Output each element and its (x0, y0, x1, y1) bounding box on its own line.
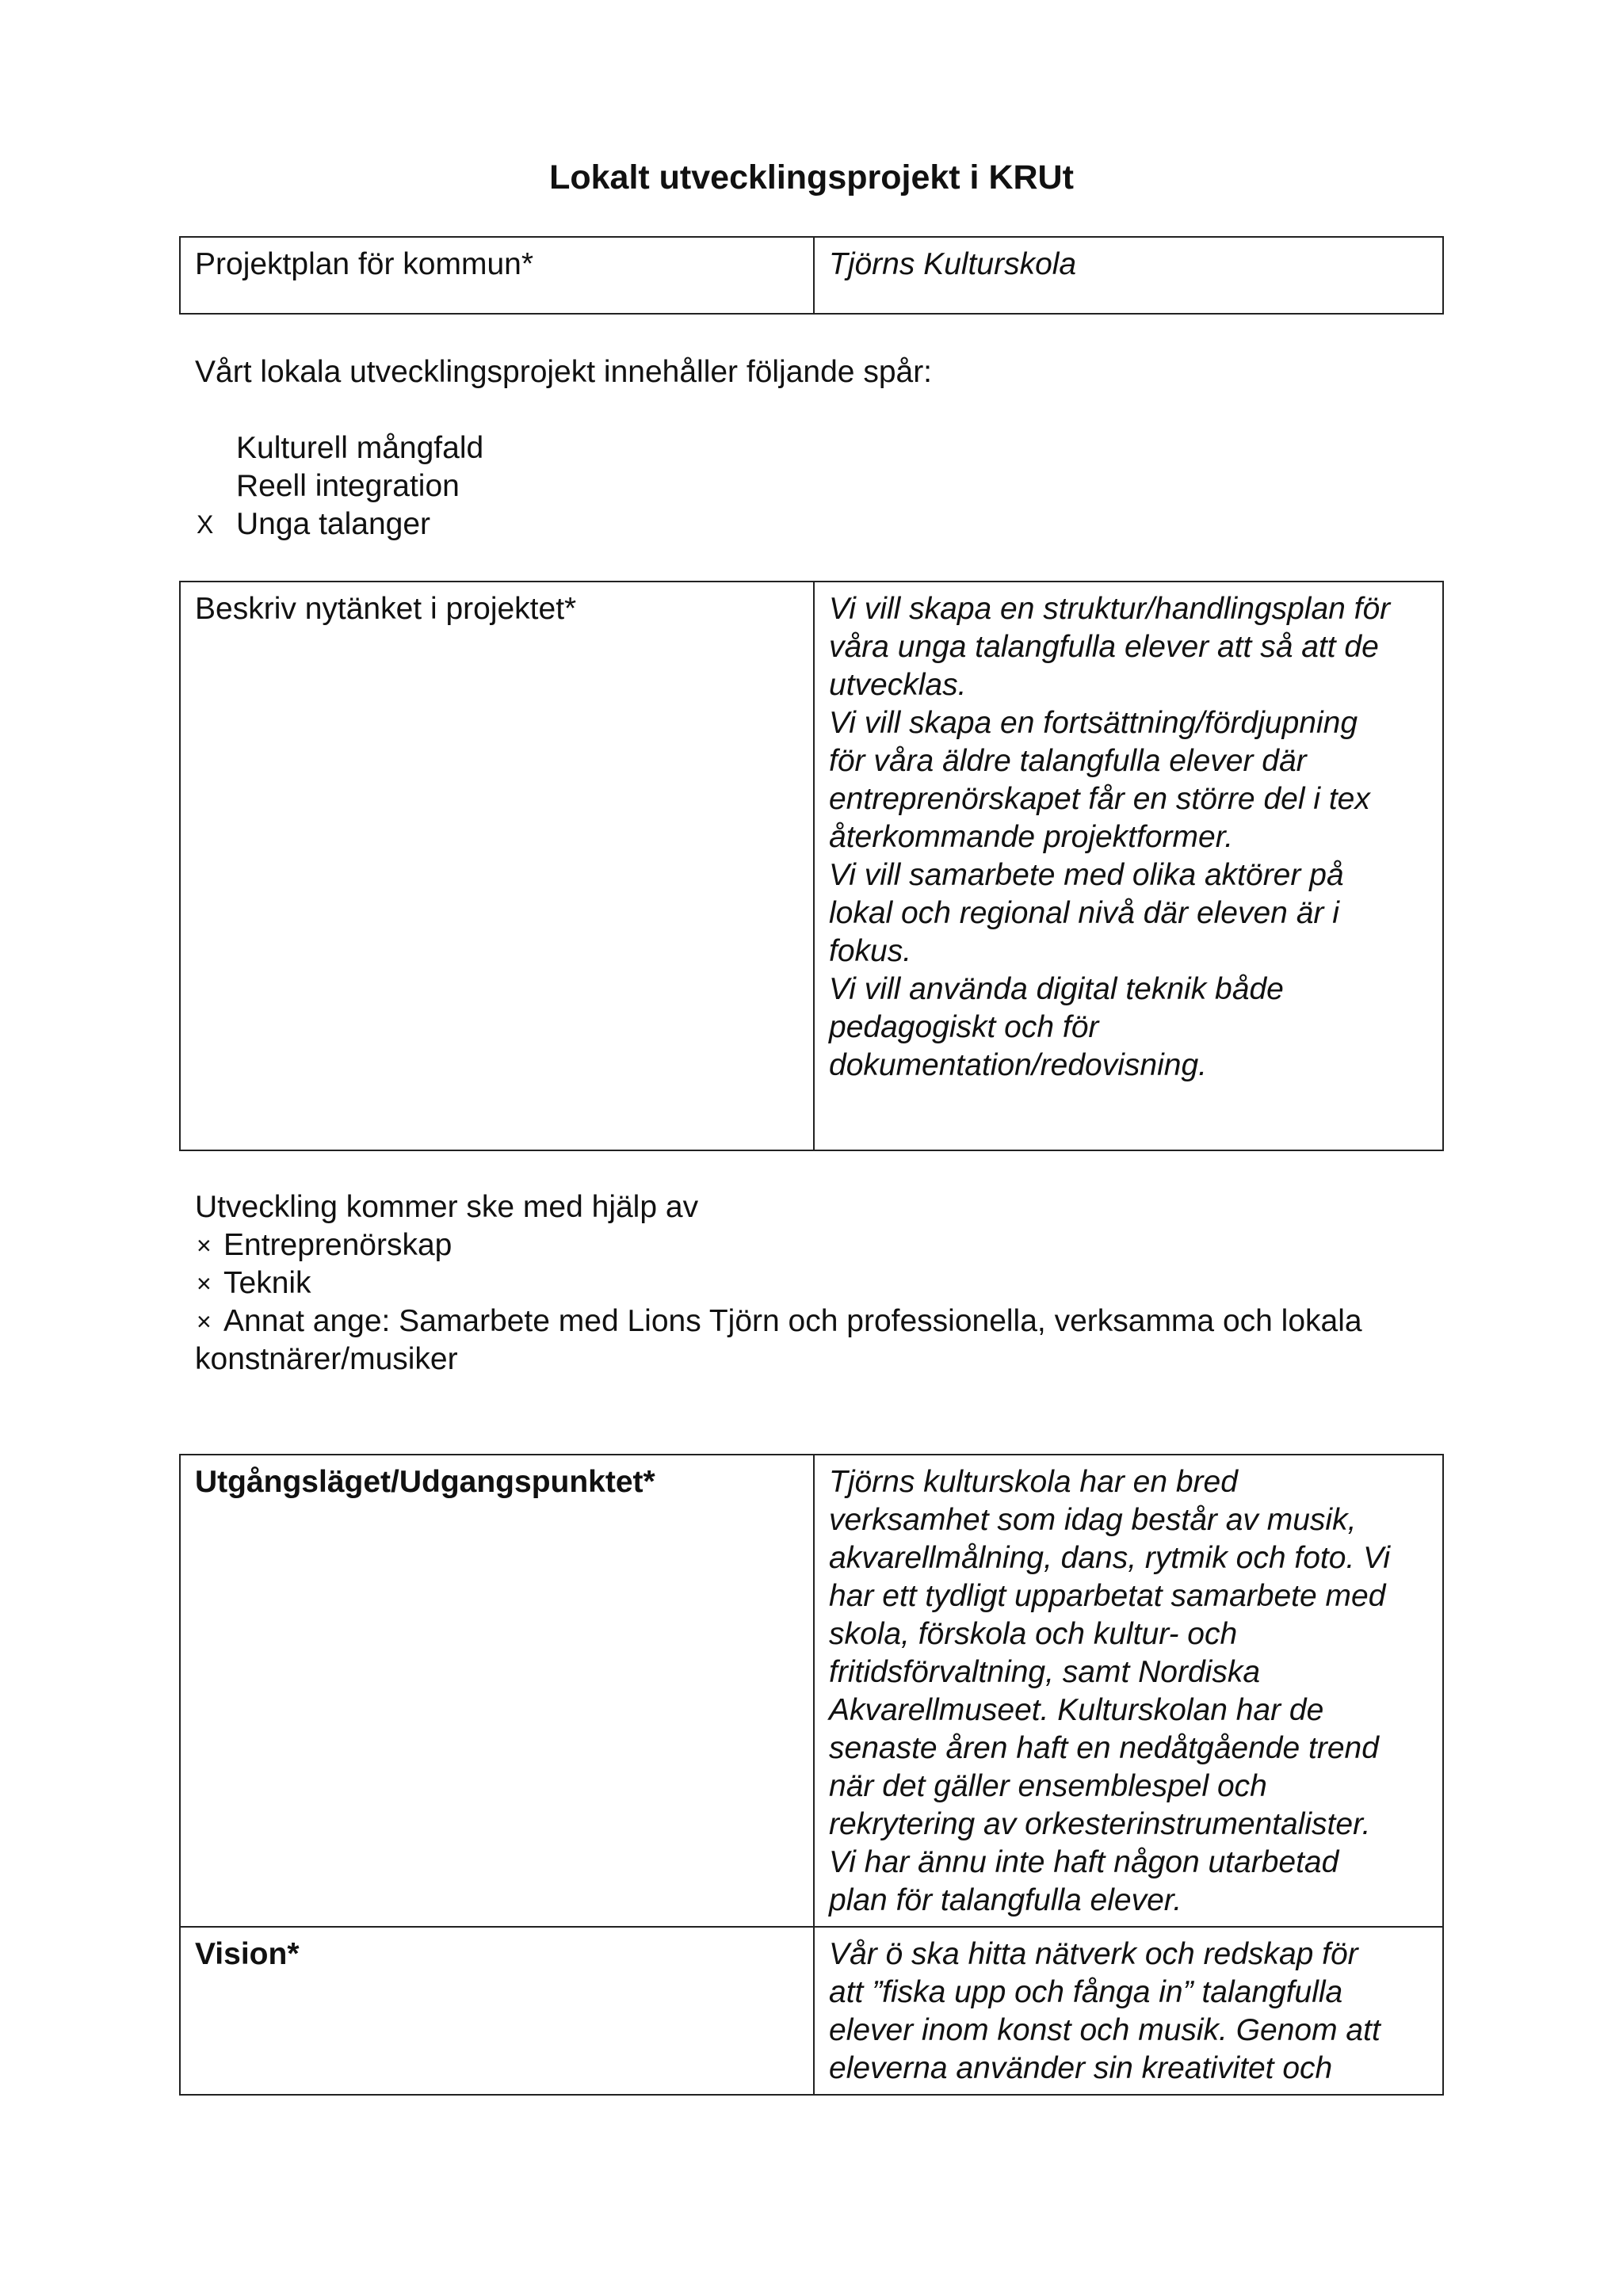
municipality-table (179, 236, 1444, 315)
text-line: har ett tydligt upparbetat samarbete med (829, 1579, 1386, 1613)
starting-point-value (814, 1455, 1443, 1927)
table-row (180, 1927, 1443, 2095)
text-line: Tjörns kulturskola har en bred (829, 1465, 1238, 1499)
table-row (180, 237, 1443, 314)
municipality-label: Projektplan för kommun* (180, 237, 814, 314)
checkbox-mark: × (197, 1231, 212, 1260)
track-cultural-diversity: Kulturell mångfald (236, 431, 484, 465)
text-line: Vi har ännu inte haft någon utarbetad (829, 1845, 1339, 1879)
project-details-table (179, 1454, 1444, 2096)
text-line: verksamhet som idag består av musik, (829, 1503, 1357, 1537)
text-line: Vi vill skapa en struktur/handlingsplan för (829, 592, 1391, 626)
development-entrepreneurship: Entreprenörskap (223, 1228, 453, 1262)
municipality-value: Tjörns Kulturskola (814, 237, 1443, 314)
text-line: att ”fiska upp och fånga in” talangfulla (829, 1975, 1343, 2009)
vision-value (814, 1927, 1443, 2095)
tracks-intro: Vårt lokala utvecklingsprojekt innehåller följande spår: (195, 355, 933, 389)
text-line: fritidsförvaltning, samt Nordiska (829, 1655, 1261, 1689)
starting-point-label: Utgångsläget/Udgangspunktet* (180, 1455, 814, 1927)
text-line: Vi vill skapa en fortsättning/fördjupning (829, 706, 1358, 740)
text-line: entreprenörskapet får en större del i tex (829, 782, 1370, 816)
text-line: våra unga talangfulla elever att så att de (829, 630, 1379, 664)
new-thinking-label: Beskriv nytänket i projektet* (180, 582, 814, 1150)
text-line: eleverna använder sin kreativitet och (829, 2051, 1333, 2085)
vision-label: Vision* (180, 1927, 814, 2095)
text-line: Vi vill använda digital teknik både (829, 972, 1284, 1006)
table-row (180, 1455, 1443, 1927)
track-real-integration: Reell integration (236, 469, 460, 503)
development-technology: Teknik (223, 1266, 311, 1300)
text-line: fokus. (829, 934, 912, 968)
text-line: återkommande projektformer. (829, 820, 1234, 854)
text-line: plan för talangfulla elever. (829, 1883, 1182, 1917)
new-thinking-value (814, 582, 1443, 1150)
development-other: Annat ange: Samarbete med Lions Tjörn och professionella, verksamma och lokala (223, 1304, 1362, 1338)
development-intro: Utveckling kommer ske med hjälp av (195, 1190, 699, 1224)
text-line: senaste åren haft en nedåtgående trend (829, 1731, 1379, 1765)
checkbox-mark: X (197, 510, 214, 539)
checkbox-mark: × (197, 1269, 212, 1298)
development-other-continuation: konstnärer/musiker (195, 1342, 458, 1376)
document-title: Lokalt utvecklingsprojekt i KRUt (549, 158, 1074, 196)
text-line: rekrytering av orkesterinstrumentalister. (829, 1807, 1371, 1841)
text-line: för våra äldre talangfulla elever där (829, 744, 1307, 778)
text-line: lokal och regional nivå där eleven är i (829, 896, 1339, 930)
text-line: Vi vill samarbete med olika aktörer på (829, 858, 1344, 892)
text-line: utvecklas. (829, 668, 967, 702)
text-line: dokumentation/redovisning. (829, 1048, 1207, 1082)
text-line: pedagogiskt och för (829, 1010, 1099, 1044)
text-line: elever inom konst och musik. Genom att (829, 2013, 1381, 2047)
table-row (180, 582, 1443, 1150)
text-line: akvarellmålning, dans, rytmik och foto. Vi (829, 1541, 1391, 1575)
new-thinking-table (179, 581, 1444, 1151)
text-line: Vår ö ska hitta nätverk och redskap för (829, 1937, 1358, 1971)
checkbox-mark: × (197, 1307, 212, 1336)
text-line: Akvarellmuseet. Kulturskolan har de (829, 1693, 1324, 1727)
track-young-talents: Unga talanger (236, 507, 431, 541)
text-line: skola, förskola och kultur- och (829, 1617, 1238, 1651)
text-line: när det gäller ensemblespel och (829, 1769, 1267, 1803)
